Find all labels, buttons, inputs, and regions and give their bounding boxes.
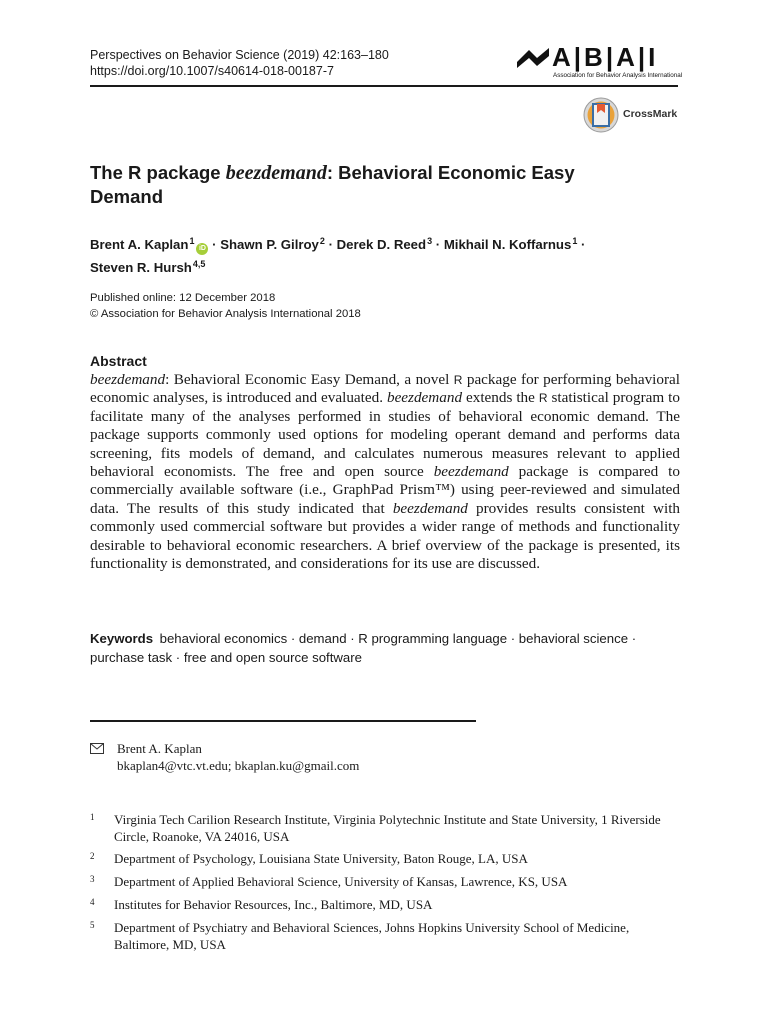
title-prefix: The R package bbox=[90, 162, 226, 183]
title-suffix: : Behavioral Economic Easy Demand bbox=[90, 162, 575, 207]
orcid-icon[interactable]: iD bbox=[196, 243, 208, 255]
affiliation-number: 2 bbox=[90, 851, 95, 861]
author-affiliation-ref: 1 bbox=[189, 236, 195, 246]
crossmark-icon bbox=[583, 97, 619, 133]
crossmark-badge[interactable] bbox=[583, 97, 683, 135]
abstract-text: extends the bbox=[462, 389, 539, 407]
author-name[interactable]: Brent A. Kaplan bbox=[90, 237, 189, 252]
author-affiliation-ref: 4,5 bbox=[192, 259, 206, 269]
author-list: Brent A. Kaplan$^1$iD · Shawn P. Gilroy$^2$ · Derek D. Reed$^3$ · Mikhail N. Koffarnus$^1$ · Steven R. Hursh$^{4,5}$ bbox=[90, 236, 586, 275]
published-date: Published online: 12 December 2018 bbox=[90, 292, 276, 304]
footnote-rule bbox=[90, 720, 476, 722]
abstract-text: provides results consistent with commonly used commercial software but provides a wider range of methods and functionality desirable to behavioral economic researchers. A brief overview of the package is presented, its functionality is demonstrated, and considerations for its use are discussed. bbox=[90, 499, 681, 573]
title-package-name: beezdemand bbox=[225, 162, 327, 184]
affiliation-text: Department of Psychiatry and Behavioral Sciences, Johns Hopkins University School of Medicine, Baltimore, MD, USA bbox=[114, 920, 630, 952]
r-label: R bbox=[538, 391, 548, 406]
article-title bbox=[90, 161, 650, 209]
abstract-heading: Abstract bbox=[90, 353, 147, 369]
author-name[interactable]: Steven R. Hursh bbox=[90, 260, 192, 275]
r-label: R bbox=[453, 373, 463, 387]
affiliation-number: 5 bbox=[90, 920, 95, 930]
journal-citation: Perspectives on Behavior Science (2019) 42:163–180 bbox=[90, 48, 389, 62]
affiliation-text: Department of Applied Behavioral Science, University of Kansas, Lawrence, KS, USA bbox=[114, 874, 568, 889]
corresponding-author-name: Brent A. Kaplan bbox=[117, 741, 202, 756]
abstract-body bbox=[90, 371, 680, 573]
keywords bbox=[90, 629, 685, 667]
affiliation-number: 1 bbox=[90, 812, 95, 822]
package-name: beezdemand bbox=[433, 463, 509, 481]
affiliation-text: Virginia Tech Carilion Research Institute, Virginia Polytechnic Institute and State University, 1 Riverside Circle, Roanoke, VA 24016, USA bbox=[114, 812, 661, 844]
affiliation-number: 4 bbox=[90, 897, 95, 907]
abai-subtitle: Association for Behavior Analysis International bbox=[553, 72, 683, 79]
author-name[interactable]: Derek D. Reed bbox=[336, 237, 427, 252]
author-affiliation-ref: 3 bbox=[427, 236, 433, 246]
abai-letters: A|B|A|I bbox=[552, 42, 659, 72]
envelope-icon bbox=[90, 743, 104, 754]
crossmark-label: CrossMark bbox=[623, 108, 678, 120]
abai-logo bbox=[516, 42, 683, 82]
keywords-label: Keywords bbox=[90, 631, 154, 646]
abstract-text: package is compared to commercially available software (i.e., GraphPad Prism™) using peer-reviewed and simulated data. The results of this study indicated that bbox=[90, 463, 680, 517]
affiliation-text: Department of Psychology, Louisiana State University, Baton Rouge, LA, USA bbox=[114, 851, 528, 866]
author-name[interactable]: Shawn P. Gilroy bbox=[220, 237, 319, 252]
doi-link[interactable]: https://doi.org/10.1007/s40614-018-00187-7 bbox=[90, 64, 334, 78]
author-affiliation-ref: 2 bbox=[319, 236, 325, 246]
abstract-text: statistical program to facilitate many of the analyses performed in studies of behavioral economic demand. The package supports commonly used options for modeling operant demand and performs data screening, fits models of demand, and calculates numerous measures relevant to applied behavioral economists. The free and open source bbox=[90, 389, 680, 481]
corresponding-author-email[interactable]: bkaplan4@vtc.vt.edu; bkaplan.ku@gmail.com bbox=[117, 758, 360, 773]
package-name: beezdemand bbox=[90, 371, 166, 388]
package-name: beezdemand bbox=[386, 389, 463, 407]
abstract-text: package for performing behavioral economic analyses, is introduced and evaluated. bbox=[90, 371, 680, 407]
affiliation-number: 3 bbox=[90, 874, 95, 884]
keywords-text: behavioral economics · demand · R programming language · behavioral science · purchase task · free and open source software bbox=[90, 631, 637, 665]
copyright-notice: © Association for Behavior Analysis International 2018 bbox=[90, 308, 361, 320]
author-affiliation-ref: 1 bbox=[572, 236, 578, 246]
abstract-text: : Behavioral Economic Easy Demand, a novel bbox=[165, 371, 454, 388]
affiliation-text: Institutes for Behavior Resources, Inc., Baltimore, MD, USA bbox=[114, 897, 433, 912]
abai-bird-icon bbox=[516, 46, 550, 70]
author-name[interactable]: Mikhail N. Koffarnus bbox=[443, 237, 572, 252]
header-rule bbox=[90, 85, 678, 87]
package-name: beezdemand bbox=[392, 499, 468, 517]
